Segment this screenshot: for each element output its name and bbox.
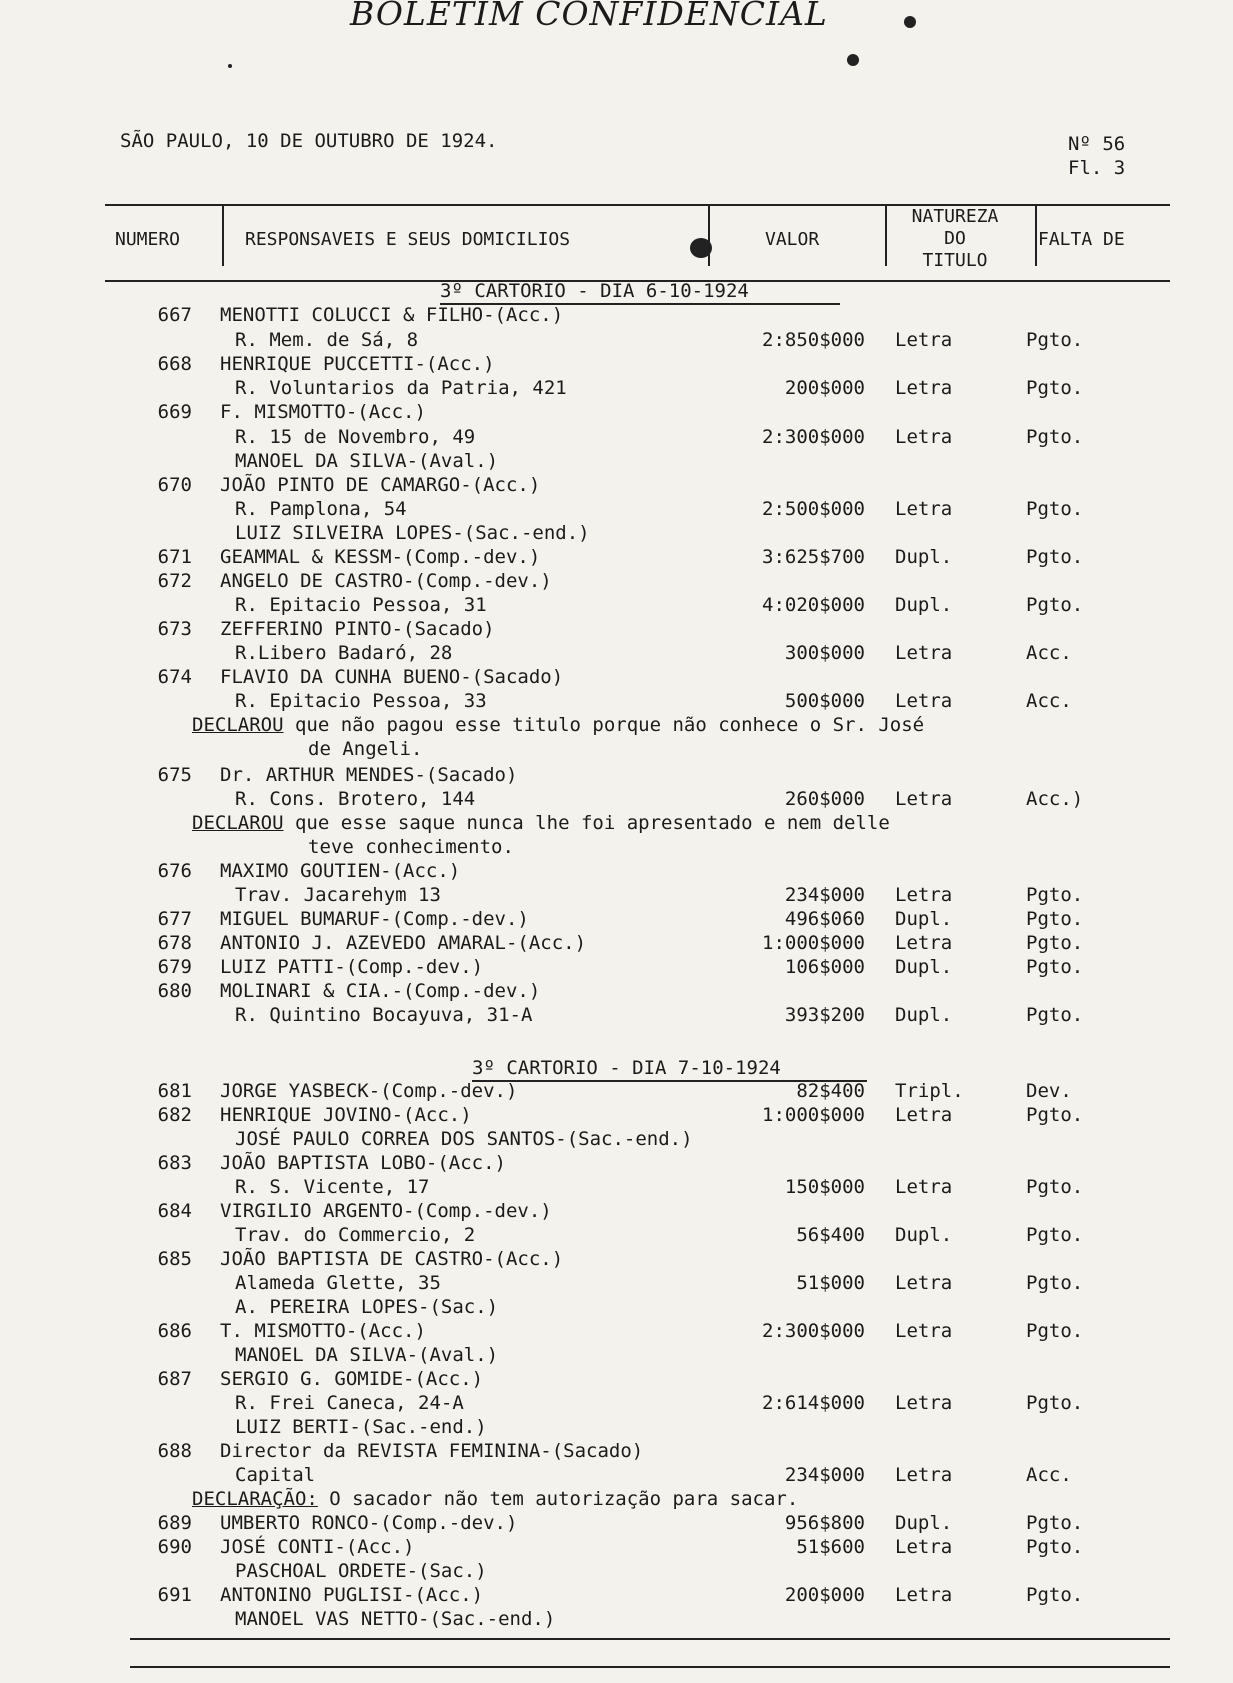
entry-natureza: Letra bbox=[895, 1320, 953, 1342]
entry-name: VIRGILIO ARGENTO-(Comp.-dev.) bbox=[220, 1200, 552, 1222]
entry-detail: R. Quintino Bocayuva, 31-A bbox=[235, 1004, 533, 1026]
entry-valor: 956$800 bbox=[784, 1512, 865, 1534]
entry-valor: 51$000 bbox=[796, 1272, 865, 1294]
entry-natureza: Tripl. bbox=[895, 1080, 964, 1102]
entry-detail: MANOEL DA SILVA-(Aval.) bbox=[235, 1344, 499, 1366]
entry-number: 685 bbox=[157, 1248, 192, 1270]
entry-falta: Pgto. bbox=[1026, 1392, 1084, 1414]
entry-number: 687 bbox=[157, 1368, 192, 1390]
declaration-line bbox=[192, 812, 890, 834]
entry-detail: Trav. Jacarehym 13 bbox=[235, 884, 441, 906]
entry-number: 678 bbox=[157, 932, 192, 954]
entry-falta: Pgto. bbox=[1026, 1512, 1084, 1534]
entry-detail: R. Epitacio Pessoa, 33 bbox=[235, 690, 487, 712]
entry-valor: 1:000$000 bbox=[762, 1104, 865, 1126]
entry-falta: Pgto. bbox=[1026, 1004, 1084, 1026]
entry-name: HENRIQUE JOVINO-(Acc.) bbox=[220, 1104, 472, 1126]
entry-detail: R. Cons. Brotero, 144 bbox=[235, 788, 476, 810]
entry-falta: Pgto. bbox=[1026, 1536, 1084, 1558]
entry-number: 679 bbox=[157, 956, 192, 978]
ink-blot bbox=[228, 64, 232, 68]
declaration-line bbox=[192, 1488, 798, 1510]
entry-number: 667 bbox=[157, 304, 192, 326]
entry-valor: 393$200 bbox=[784, 1004, 865, 1026]
col-header-natureza-line3: TITULO bbox=[922, 250, 988, 271]
entry-detail: A. PEREIRA LOPES-(Sac.) bbox=[235, 1296, 499, 1318]
entry-valor: 2:850$000 bbox=[762, 329, 865, 351]
entry-falta: Pgto. bbox=[1026, 546, 1084, 568]
entry-falta: Pgto. bbox=[1026, 594, 1084, 616]
entry-name: FLAVIO DA CUNHA BUENO-(Sacado) bbox=[220, 666, 564, 688]
entry-name: F. MISMOTTO-(Acc.) bbox=[220, 401, 426, 423]
entry-valor: 4:020$000 bbox=[762, 594, 865, 616]
entry-name: HENRIQUE PUCCETTI-(Acc.) bbox=[220, 353, 495, 375]
entry-natureza: Dupl. bbox=[895, 1224, 953, 1246]
entry-valor: 51$600 bbox=[796, 1536, 865, 1558]
declaration-text: que não pagou esse titulo porque não conhece o Sr. José bbox=[294, 714, 925, 736]
entry-detail: LUIZ BERTI-(Sac.-end.) bbox=[235, 1416, 487, 1438]
document-number: Nº 56 bbox=[1068, 133, 1126, 155]
entry-natureza: Letra bbox=[895, 1584, 953, 1606]
entry-detail: Trav. do Commercio, 2 bbox=[235, 1224, 476, 1246]
entry-natureza: Dupl. bbox=[895, 956, 953, 978]
entry-falta: Pgto. bbox=[1026, 932, 1084, 954]
entry-natureza: Letra bbox=[895, 1104, 953, 1126]
declaration-label: DECLAROU bbox=[192, 714, 284, 736]
col-header-numero: NUMERO bbox=[115, 229, 181, 250]
entry-number: 689 bbox=[157, 1512, 192, 1534]
entry-natureza: Dupl. bbox=[895, 908, 953, 930]
entry-falta: Acc.) bbox=[1026, 788, 1084, 810]
entry-valor: 200$000 bbox=[784, 1584, 865, 1606]
entry-number: 684 bbox=[157, 1200, 192, 1222]
entry-natureza: Letra bbox=[895, 1176, 953, 1198]
entry-name: JOSÉ CONTI-(Acc.) bbox=[220, 1536, 415, 1558]
entry-falta: Pgto. bbox=[1026, 956, 1084, 978]
entry-name: LUIZ PATTI-(Comp.-dev.) bbox=[220, 956, 484, 978]
ink-blot bbox=[847, 54, 859, 66]
declaration-label: DECLARAÇÃO: bbox=[192, 1488, 318, 1510]
section-title-2: 3º CARTORIO - DIA 7-10-1924 bbox=[472, 1057, 781, 1079]
entry-natureza: Dupl. bbox=[895, 1004, 953, 1026]
entry-valor: 2:300$000 bbox=[762, 426, 865, 448]
entry-detail: Alameda Glette, 35 bbox=[235, 1272, 441, 1294]
entry-falta: Acc. bbox=[1026, 642, 1072, 664]
entry-name: MAXIMO GOUTIEN-(Acc.) bbox=[220, 860, 461, 882]
entry-name: JOÃO PINTO DE CAMARGO-(Acc.) bbox=[220, 474, 541, 496]
entry-falta: Pgto. bbox=[1026, 426, 1084, 448]
entry-falta: Pgto. bbox=[1026, 1224, 1084, 1246]
entry-valor: 106$000 bbox=[784, 956, 865, 978]
entry-detail: R. Mem. de Sá, 8 bbox=[235, 329, 419, 351]
entry-name: UMBERTO RONCO-(Comp.-dev.) bbox=[220, 1512, 518, 1534]
entry-valor: 2:614$000 bbox=[762, 1392, 865, 1414]
col-header-natureza bbox=[880, 206, 1030, 272]
col-header-responsaveis: RESPONSAVEIS E SEUS DOMICILIOS bbox=[245, 229, 571, 250]
entry-name: JOÃO BAPTISTA LOBO-(Acc.) bbox=[220, 1152, 506, 1174]
entry-number: 682 bbox=[157, 1104, 192, 1126]
entry-valor: 82$400 bbox=[796, 1080, 865, 1102]
entry-natureza: Letra bbox=[895, 642, 953, 664]
entry-natureza: Letra bbox=[895, 1536, 953, 1558]
entry-detail: R. Pamplona, 54 bbox=[235, 498, 407, 520]
entry-name: JOÃO BAPTISTA DE CASTRO-(Acc.) bbox=[220, 1248, 564, 1270]
entry-falta: Acc. bbox=[1026, 690, 1072, 712]
entry-name: T. MISMOTTO-(Acc.) bbox=[220, 1320, 426, 1342]
entry-detail: R. Frei Caneca, 24-A bbox=[235, 1392, 464, 1414]
entry-number: 670 bbox=[157, 474, 192, 496]
entry-number: 686 bbox=[157, 1320, 192, 1342]
entry-valor: 200$000 bbox=[784, 377, 865, 399]
entry-number: 681 bbox=[157, 1080, 192, 1102]
entry-number: 688 bbox=[157, 1440, 192, 1462]
entry-falta: Acc. bbox=[1026, 1464, 1072, 1486]
entry-valor: 234$000 bbox=[784, 884, 865, 906]
entry-valor: 3:625$700 bbox=[762, 546, 865, 568]
entry-name: MOLINARI & CIA.-(Comp.-dev.) bbox=[220, 980, 541, 1002]
col-header-natureza-line2: DO bbox=[944, 228, 966, 249]
entry-natureza: Letra bbox=[895, 1392, 953, 1414]
entry-valor: 2:300$000 bbox=[762, 1320, 865, 1342]
entry-detail: R. Voluntarios da Patria, 421 bbox=[235, 377, 567, 399]
entry-falta: Pgto. bbox=[1026, 329, 1084, 351]
entry-number: 668 bbox=[157, 353, 192, 375]
entry-detail: Capital bbox=[235, 1464, 316, 1486]
declaration-label: DECLAROU bbox=[192, 812, 284, 834]
entry-valor: 300$000 bbox=[784, 642, 865, 664]
entry-detail: R. 15 de Novembro, 49 bbox=[235, 426, 476, 448]
entry-natureza: Letra bbox=[895, 329, 953, 351]
entry-natureza: Dupl. bbox=[895, 1512, 953, 1534]
declaration-continuation: de Angeli. bbox=[308, 738, 423, 760]
footer-rule-1 bbox=[130, 1638, 1170, 1640]
document-number-block bbox=[1068, 132, 1125, 180]
entry-number: 675 bbox=[157, 764, 192, 786]
ink-blot bbox=[690, 238, 712, 258]
entry-detail: R. Epitacio Pessoa, 31 bbox=[235, 594, 487, 616]
entry-valor: 234$000 bbox=[784, 1464, 865, 1486]
col-header-natureza-line1: NATUREZA bbox=[911, 206, 999, 227]
entry-number: 677 bbox=[157, 908, 192, 930]
entry-detail: JOSÉ PAULO CORREA DOS SANTOS-(Sac.-end.) bbox=[235, 1128, 693, 1150]
entry-valor: 496$060 bbox=[784, 908, 865, 930]
entry-natureza: Letra bbox=[895, 1272, 953, 1294]
entry-name: ANGELO DE CASTRO-(Comp.-dev.) bbox=[220, 570, 552, 592]
declaration-continuation: teve conhecimento. bbox=[308, 836, 514, 858]
col-header-falta: FALTA DE bbox=[1038, 229, 1125, 250]
entry-natureza: Letra bbox=[895, 884, 953, 906]
entry-number: 673 bbox=[157, 618, 192, 640]
entry-name: GEAMMAL & KESSM-(Comp.-dev.) bbox=[220, 546, 541, 568]
col-header-valor: VALOR bbox=[765, 229, 820, 250]
entry-detail: LUIZ SILVEIRA LOPES-(Sac.-end.) bbox=[235, 522, 590, 544]
col-divider-1 bbox=[222, 206, 224, 266]
col-divider-2 bbox=[708, 206, 710, 266]
footer-rule-2 bbox=[130, 1666, 1170, 1668]
entry-falta: Dev. bbox=[1026, 1080, 1072, 1102]
entry-falta: Pgto. bbox=[1026, 1104, 1084, 1126]
entry-name: ZEFFERINO PINTO-(Sacado) bbox=[220, 618, 495, 640]
entry-number: 683 bbox=[157, 1152, 192, 1174]
entry-natureza: Letra bbox=[895, 690, 953, 712]
sheet-number: Fl. 3 bbox=[1068, 157, 1126, 179]
entry-natureza: Letra bbox=[895, 932, 953, 954]
entry-natureza: Letra bbox=[895, 1464, 953, 1486]
entry-natureza: Letra bbox=[895, 788, 953, 810]
entry-number: 672 bbox=[157, 570, 192, 592]
ink-blot bbox=[904, 16, 916, 28]
place-date: SÃO PAULO, 10 DE OUTUBRO DE 1924. bbox=[120, 130, 498, 152]
declaration-line bbox=[192, 714, 924, 736]
entry-valor: 260$000 bbox=[784, 788, 865, 810]
entry-name: Dr. ARTHUR MENDES-(Sacado) bbox=[220, 764, 518, 786]
entry-natureza: Dupl. bbox=[895, 546, 953, 568]
col-divider-4 bbox=[1035, 206, 1037, 266]
entry-name: Director da REVISTA FEMININA-(Sacado) bbox=[220, 1440, 644, 1462]
entry-name: MIGUEL BUMARUF-(Comp.-dev.) bbox=[220, 908, 529, 930]
entry-falta: Pgto. bbox=[1026, 498, 1084, 520]
entry-falta: Pgto. bbox=[1026, 884, 1084, 906]
entry-natureza: Letra bbox=[895, 377, 953, 399]
entry-name: ANTONIO J. AZEVEDO AMARAL-(Acc.) bbox=[220, 932, 587, 954]
entry-falta: Pgto. bbox=[1026, 377, 1084, 399]
entry-number: 671 bbox=[157, 546, 192, 568]
entry-natureza: Letra bbox=[895, 498, 953, 520]
entry-number: 676 bbox=[157, 860, 192, 882]
entry-falta: Pgto. bbox=[1026, 1176, 1084, 1198]
entry-number: 669 bbox=[157, 401, 192, 423]
entry-name: JORGE YASBECK-(Comp.-dev.) bbox=[220, 1080, 518, 1102]
entry-name: ANTONINO PUGLISI-(Acc.) bbox=[220, 1584, 484, 1606]
entry-valor: 500$000 bbox=[784, 690, 865, 712]
section-title-1: 3º CARTORIO - DIA 6-10-1924 bbox=[440, 280, 749, 302]
entry-falta: Pgto. bbox=[1026, 908, 1084, 930]
entry-natureza: Dupl. bbox=[895, 594, 953, 616]
entry-falta: Pgto. bbox=[1026, 1584, 1084, 1606]
entry-detail: R. S. Vicente, 17 bbox=[235, 1176, 430, 1198]
entry-detail: MANOEL VAS NETTO-(Sac.-end.) bbox=[235, 1608, 556, 1630]
entry-number: 690 bbox=[157, 1536, 192, 1558]
entry-detail: PASCHOAL ORDETE-(Sac.) bbox=[235, 1560, 487, 1582]
entry-name: MENOTTI COLUCCI & FILHO-(Acc.) bbox=[220, 304, 564, 326]
entry-valor: 56$400 bbox=[796, 1224, 865, 1246]
entry-valor: 150$000 bbox=[784, 1176, 865, 1198]
document-title: BOLETIM CONFIDENCIAL bbox=[350, 0, 828, 33]
entry-number: 674 bbox=[157, 666, 192, 688]
entry-valor: 2:500$000 bbox=[762, 498, 865, 520]
entry-name: SERGIO G. GOMIDE-(Acc.) bbox=[220, 1368, 484, 1390]
entry-falta: Pgto. bbox=[1026, 1320, 1084, 1342]
entry-falta: Pgto. bbox=[1026, 1272, 1084, 1294]
entry-detail: MANOEL DA SILVA-(Aval.) bbox=[235, 450, 499, 472]
entry-detail: R.Libero Badaró, 28 bbox=[235, 642, 453, 664]
entry-natureza: Letra bbox=[895, 426, 953, 448]
entry-valor: 1:000$000 bbox=[762, 932, 865, 954]
declaration-text: que esse saque nunca lhe foi apresentado e nem delle bbox=[294, 812, 890, 834]
declaration-text: O sacador não tem autorização para sacar. bbox=[329, 1488, 799, 1510]
entry-number: 680 bbox=[157, 980, 192, 1002]
entry-number: 691 bbox=[157, 1584, 192, 1606]
